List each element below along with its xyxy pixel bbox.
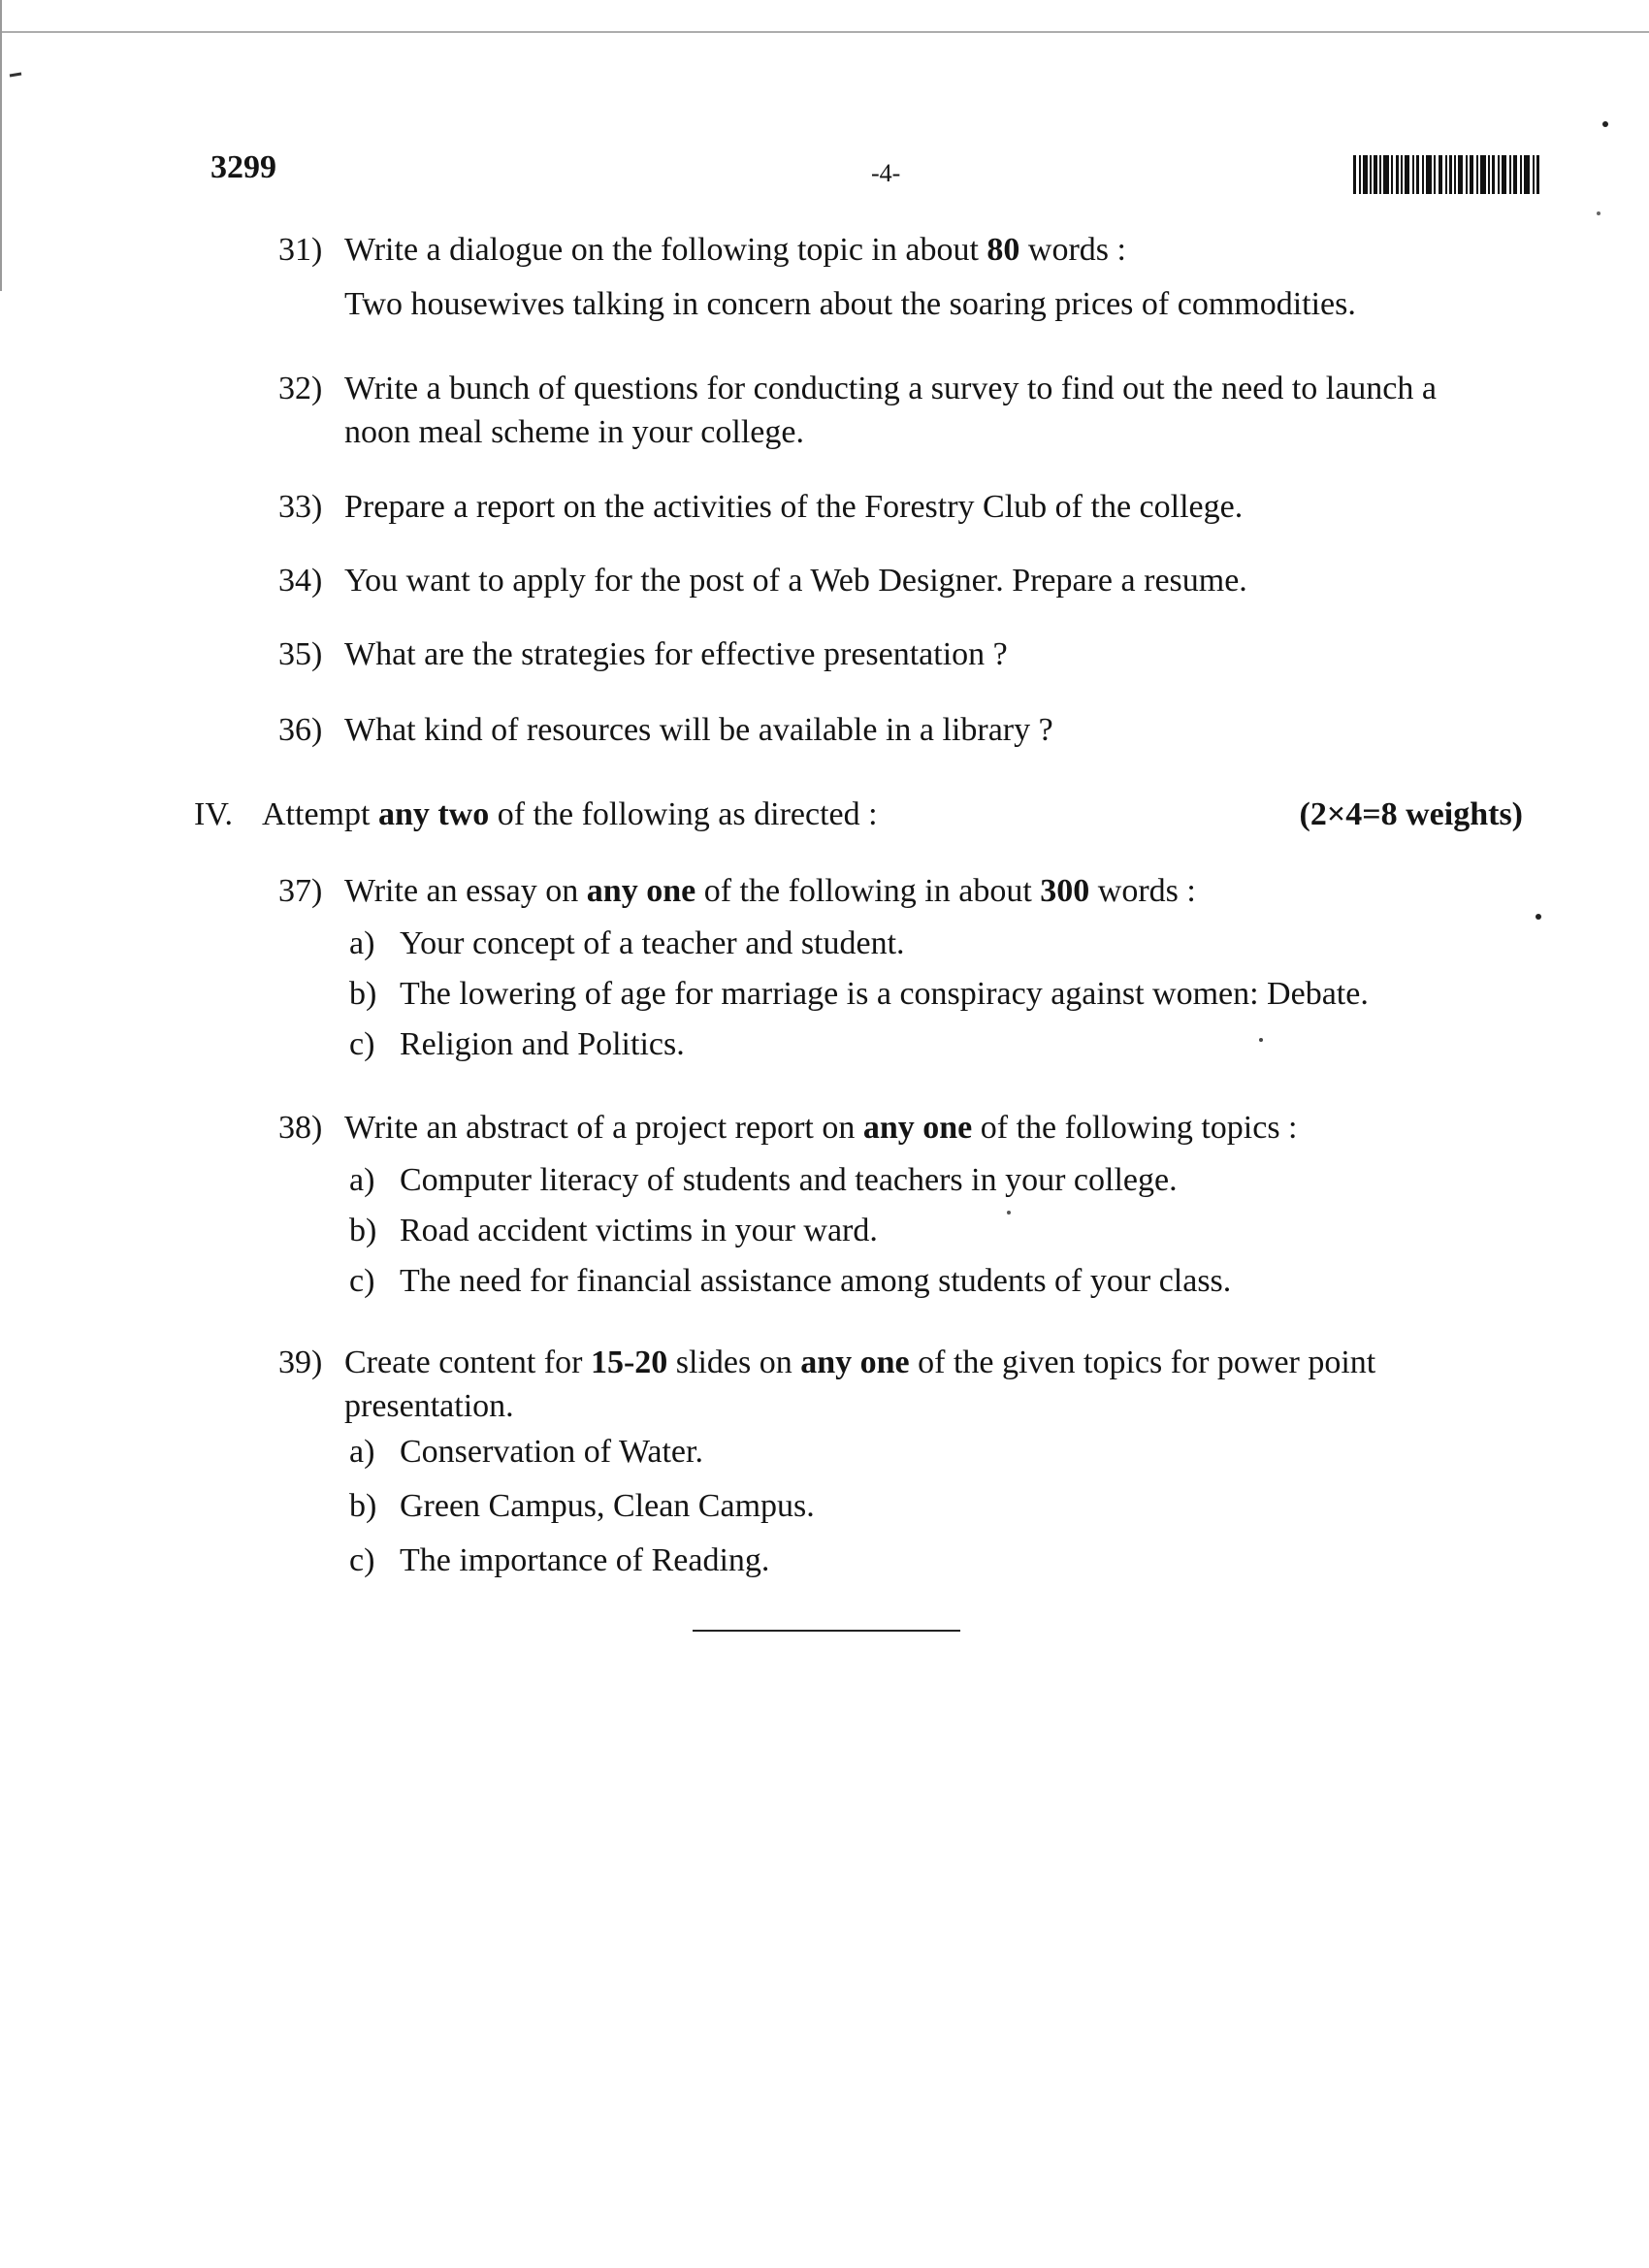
question-text: Write a dialogue on the following topic in about 80 words :	[344, 232, 1126, 268]
question-number: 32)	[278, 371, 323, 406]
paper-code: 3299	[210, 149, 276, 185]
option-item: c) Religion and Politics.	[349, 1026, 685, 1062]
question-text: You want to apply for the post of a Web Designer. Prepare a resume.	[344, 563, 1247, 599]
section-instruction: Attempt any two of the following as directed :	[262, 796, 878, 832]
question-text: What are the strategies for effective presentation ?	[344, 636, 1008, 672]
question-text: Write an abstract of a project report on any one of the following topics :	[344, 1110, 1298, 1146]
question-subtext: Two housewives talking in concern about the soaring prices of commodities.	[344, 286, 1356, 322]
question-text: Prepare a report on the activities of the Forestry Club of the college.	[344, 489, 1244, 525]
question-text: What kind of resources will be available in a library ?	[344, 712, 1053, 748]
option-item: c) The need for financial assistance among students of your class.	[349, 1263, 1232, 1299]
option-item: b) Green Campus, Clean Campus.	[349, 1488, 815, 1524]
option-item: a) Computer literacy of students and teachers in your college.	[349, 1162, 1178, 1198]
question-text: Create content for 15-20 slides on any one of the given topics for power point presentation.	[344, 1345, 1376, 1424]
question-number: 31)	[278, 232, 323, 268]
question-text: Write an essay on any one of the following in about 300 words :	[344, 873, 1196, 909]
option-item: a) Conservation of Water.	[349, 1434, 703, 1470]
question-number: 33)	[278, 489, 323, 525]
question-number: 34)	[278, 563, 323, 599]
option-item: b) Road accident victims in your ward.	[349, 1213, 878, 1248]
option-item: b) The lowering of age for marriage is a conspiracy against women: Debate.	[349, 976, 1369, 1012]
question-number: 35)	[278, 636, 323, 672]
option-item: c) The importance of Reading.	[349, 1542, 770, 1578]
option-item: a) Your concept of a teacher and student.	[349, 925, 905, 961]
question-number: 39)	[278, 1345, 323, 1380]
section-number: IV.	[194, 796, 233, 832]
question-number: 36)	[278, 712, 323, 748]
page-number: -4-	[871, 159, 901, 187]
section-weights: (2×4=8 weights)	[1299, 796, 1523, 832]
question-text: Write a bunch of questions for conducting a survey to find out the need to launch a noon meal scheme in your college.	[344, 371, 1437, 450]
question-number: 37)	[278, 873, 323, 909]
question-number: 38)	[278, 1110, 323, 1146]
